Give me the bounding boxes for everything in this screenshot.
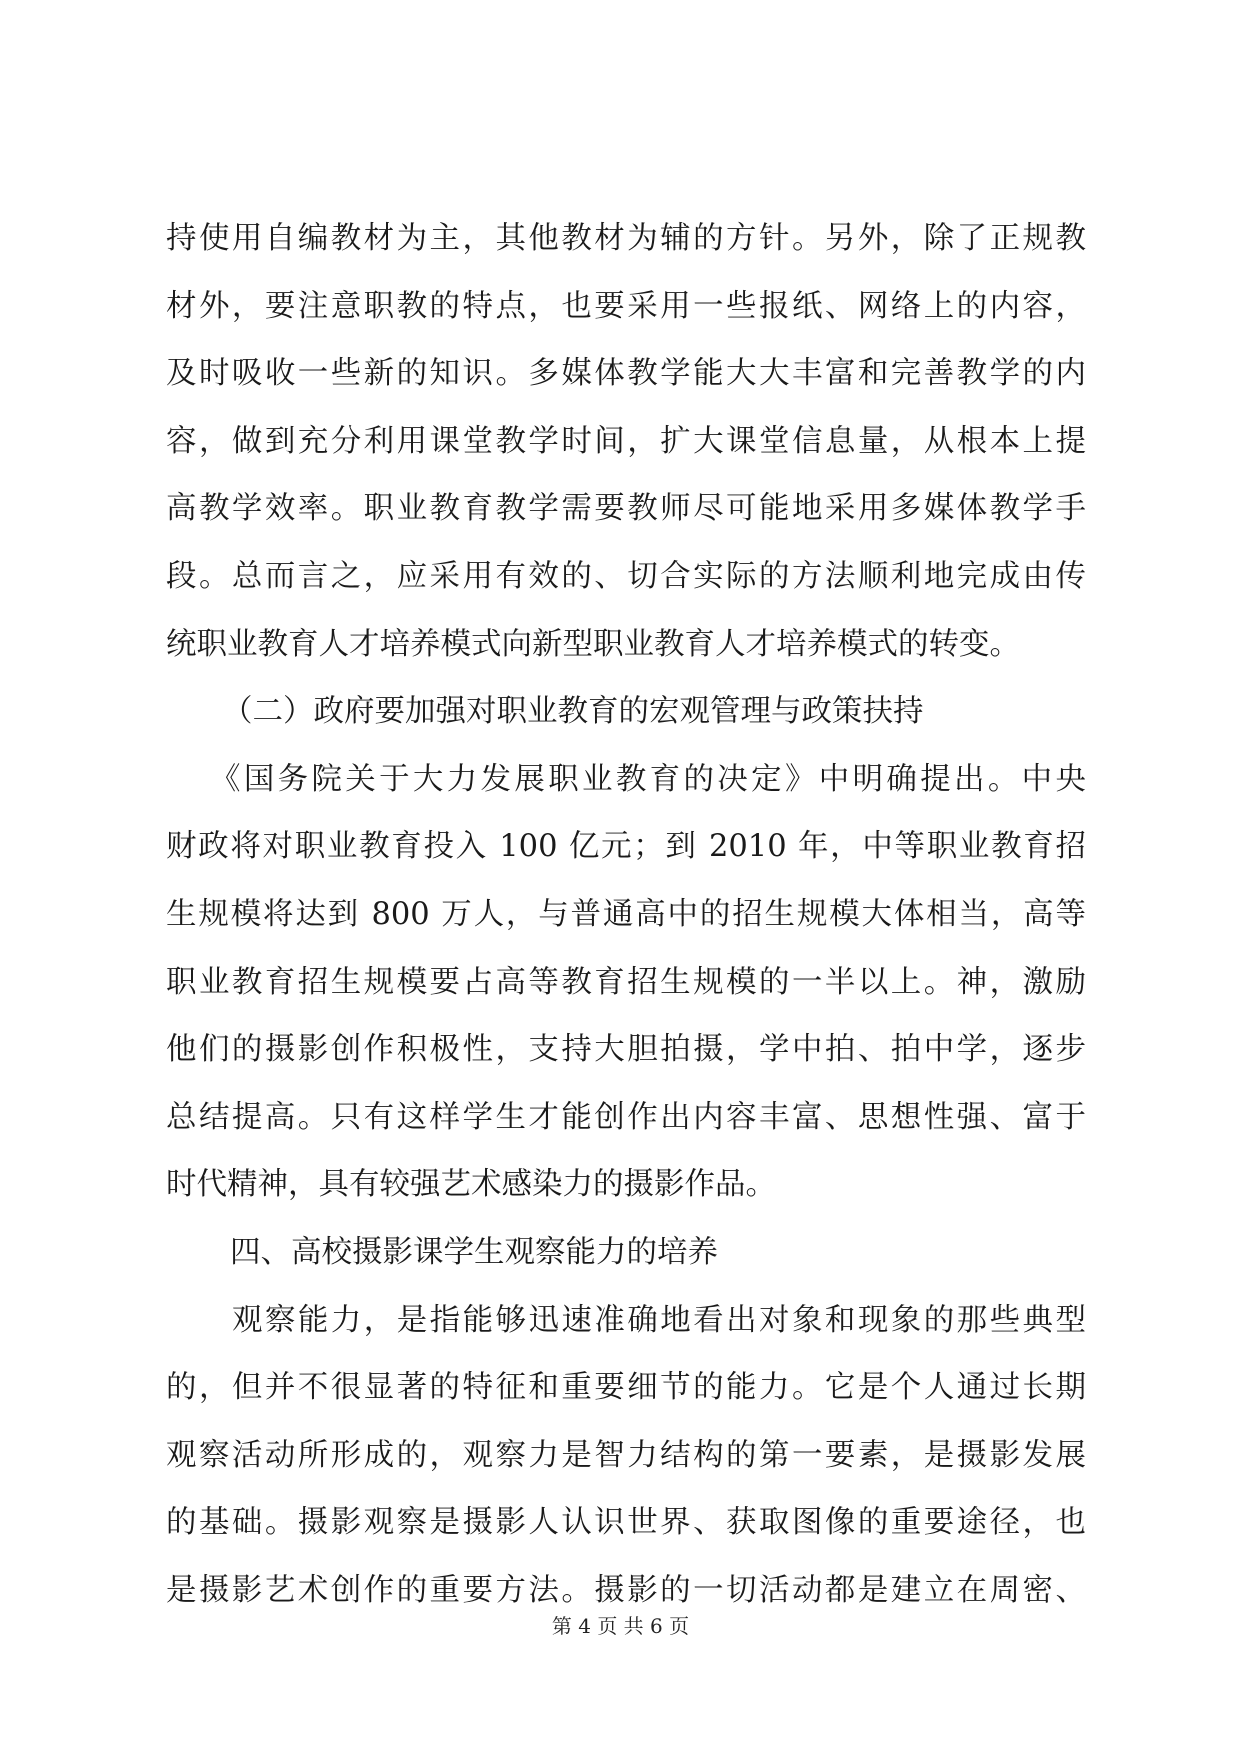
- text-line: 的，但并不很显著的特征和重要细节的能力。它是个人通过长期: [166, 1370, 1086, 1406]
- text-line: 统职业教育人才培养模式向新型职业教育人才培养模式的转变。: [166, 626, 1020, 662]
- section-heading: （二）政府要加强对职业教育的宏观管理与政策扶持: [222, 694, 924, 730]
- text-line: 总结提高。只有这样学生才能创作出内容丰富、思想性强、富于: [166, 1099, 1086, 1135]
- text-line: 他们的摄影创作积极性，支持大胆拍摄，学中拍、拍中学，逐步: [166, 1032, 1086, 1068]
- text-line: 的基础。摄影观察是摄影人认识世界、获取图像的重要途径，也: [166, 1505, 1086, 1541]
- text-line: 财政将对职业教育投入 100 亿元；到 2010 年，中等职业教育招: [166, 829, 1086, 865]
- text-line: 段。总而言之，应采用有效的、切合实际的方法顺利地完成由传: [166, 558, 1086, 594]
- text-line: 及时吸收一些新的知识。多媒体教学能大大丰富和完善教学的内: [166, 356, 1086, 392]
- text-line: 观察能力，是指能够迅速准确地看出对象和现象的那些典型: [232, 1302, 1086, 1338]
- section-heading: 四、高校摄影课学生观察能力的培养: [230, 1234, 718, 1270]
- text-line: 容，做到充分利用课堂教学时间，扩大课堂信息量，从根本上提: [166, 423, 1086, 459]
- text-line: 职业教育招生规模要占高等教育招生规模的一半以上。神，激励: [166, 964, 1086, 1000]
- text-line: 生规模将达到 800 万人，与普通高中的招生规模大体相当，高等: [166, 896, 1086, 932]
- text-line: 高教学效率。职业教育教学需要教师尽可能地采用多媒体教学手: [166, 491, 1086, 527]
- text-line: 观察活动所形成的，观察力是智力结构的第一要素，是摄影发展: [166, 1437, 1086, 1473]
- text-line: 是摄影艺术创作的重要方法。摄影的一切活动都是建立在周密、: [166, 1572, 1086, 1608]
- page-footer: 第 4 页 共 6 页: [551, 1614, 690, 1638]
- text-line: 时代精神，具有较强艺术感染力的摄影作品。: [166, 1167, 776, 1203]
- text-line: 持使用自编教材为主，其他教材为辅的方针。另外，除了正规教: [166, 221, 1086, 256]
- text-line: 《国务院关于大力发展职业教育的决定》中明确提出。中央: [210, 761, 1086, 797]
- body-text: [166, 205, 1086, 1624]
- text-line: 材外，要注意职教的特点，也要采用一些报纸、网络上的内容，: [166, 288, 1086, 324]
